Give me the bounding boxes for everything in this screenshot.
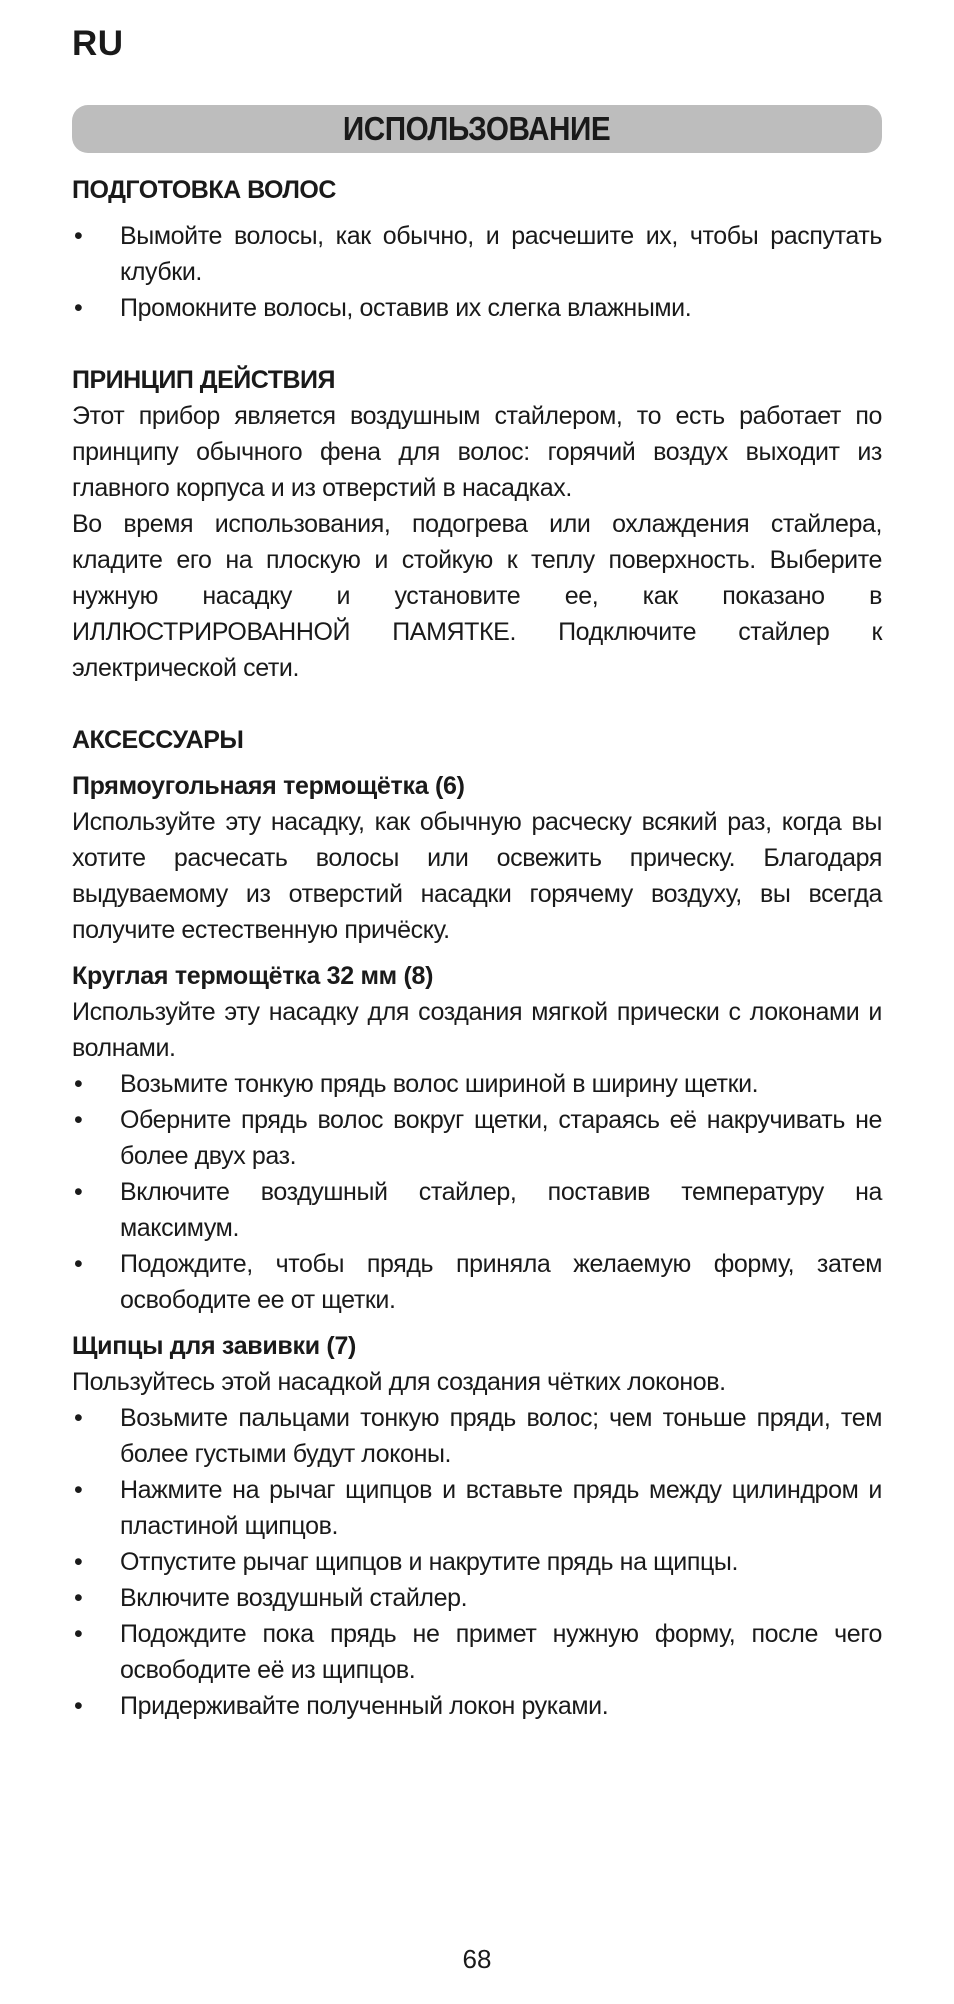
list-item: • Подождите, чтобы прядь приняла желаемую форму, затем освободите ее от щетки. xyxy=(72,1246,882,1318)
list-item: • Оберните прядь волос вокруг щетки, стараясь её накручивать не более двух раз. xyxy=(72,1102,882,1174)
bullet-icon: • xyxy=(74,1620,83,1648)
section-banner xyxy=(72,105,882,153)
rect-brush-heading: Прямоугольнаяя термощётка (6) xyxy=(72,772,465,800)
bullet-icon: • xyxy=(74,1404,83,1432)
bullet-icon: • xyxy=(74,1692,83,1720)
list-item: • Отпустите рычаг щипцов и накрутите прядь на щипцы. xyxy=(72,1544,882,1580)
prep-list xyxy=(72,218,882,326)
round-brush-paragraph: Используйте эту насадку для создания мягкой прически с локонами и волнами. xyxy=(72,998,882,1062)
bullet-icon: • xyxy=(74,1070,83,1098)
bullet-icon: • xyxy=(74,1548,83,1576)
bullet-icon: • xyxy=(74,1106,83,1134)
bullet-icon: • xyxy=(74,1178,83,1206)
tongs-list xyxy=(72,1400,882,1724)
list-item: • Вымойте волосы, как обычно, и расчешите их, чтобы распутать клубки. xyxy=(72,218,882,290)
bullet-icon: • xyxy=(74,1584,83,1612)
bullet-icon: • xyxy=(74,294,83,322)
list-item: • Включите воздушный стайлер, поставив температуру на максимум. xyxy=(72,1174,882,1246)
list-item: • Нажмите на рычаг щипцов и вставьте прядь между цилиндром и пластиной щипцов. xyxy=(72,1472,882,1544)
list-item: • Придерживайте полученный локон руками. xyxy=(72,1688,882,1724)
round-brush-heading: Круглая термощётка 32 мм (8) xyxy=(72,962,434,990)
page-content xyxy=(72,172,882,1724)
list-item: • Подождите пока прядь не примет нужную форму, после чего освободите её из щипцов. xyxy=(72,1616,882,1688)
bullet-icon: • xyxy=(74,1250,83,1278)
bullet-icon: • xyxy=(74,1476,83,1504)
prep-heading: ПОДГОТОВКА ВОЛОС xyxy=(72,176,336,204)
list-item: • Включите воздушный стайлер. xyxy=(72,1580,882,1616)
tongs-paragraph: Пользуйтесь этой насадкой для создания чётких локонов. xyxy=(72,1368,726,1396)
bullet-icon: • xyxy=(74,222,83,250)
principle-paragraph-1: Этот прибор является воздушным стайлером, то есть работает по принципу обычного фена для волос: горячий воздух выходит из главного корпуса и из отверстий в насадках. xyxy=(72,402,882,502)
language-code: RU xyxy=(72,24,124,63)
tongs-heading: Щипцы для завивки (7) xyxy=(72,1332,357,1360)
banner-title: ИСПОЛЬЗОВАНИЕ xyxy=(343,110,611,147)
principle-heading: ПРИНЦИП ДЕЙСТВИЯ xyxy=(72,366,335,394)
list-item: • Промокните волосы, оставив их слегка влажными. xyxy=(72,290,882,326)
list-item: • Возьмите тонкую прядь волос шириной в ширину щетки. xyxy=(72,1066,882,1102)
accessories-heading: АКСЕССУАРЫ xyxy=(72,726,244,754)
principle-paragraph-2: Во время использования, подогрева или охлаждения стайлера, кладите его на плоскую и стойкую к теплу поверхность. Выберите нужную насадку и установите ее, как показано в ИЛЛЮСТРИРОВАННОЙ ПАМЯТКЕ. Подключите стайлер к электрической сети. xyxy=(72,510,882,682)
list-item: • Возьмите пальцами тонкую прядь волос; чем тоньше пряди, тем более густыми будут локоны. xyxy=(72,1400,882,1472)
page-number: 68 xyxy=(462,1944,492,1974)
rect-brush-paragraph: Используйте эту насадку, как обычную расческу всякий раз, когда вы хотите расчесать волосы или освежить прическу. Благодаря выдуваемому из отверстий насадки горячему воздуху, вы всегда получите естественную причёску. xyxy=(72,808,882,944)
round-brush-list xyxy=(72,1066,882,1318)
